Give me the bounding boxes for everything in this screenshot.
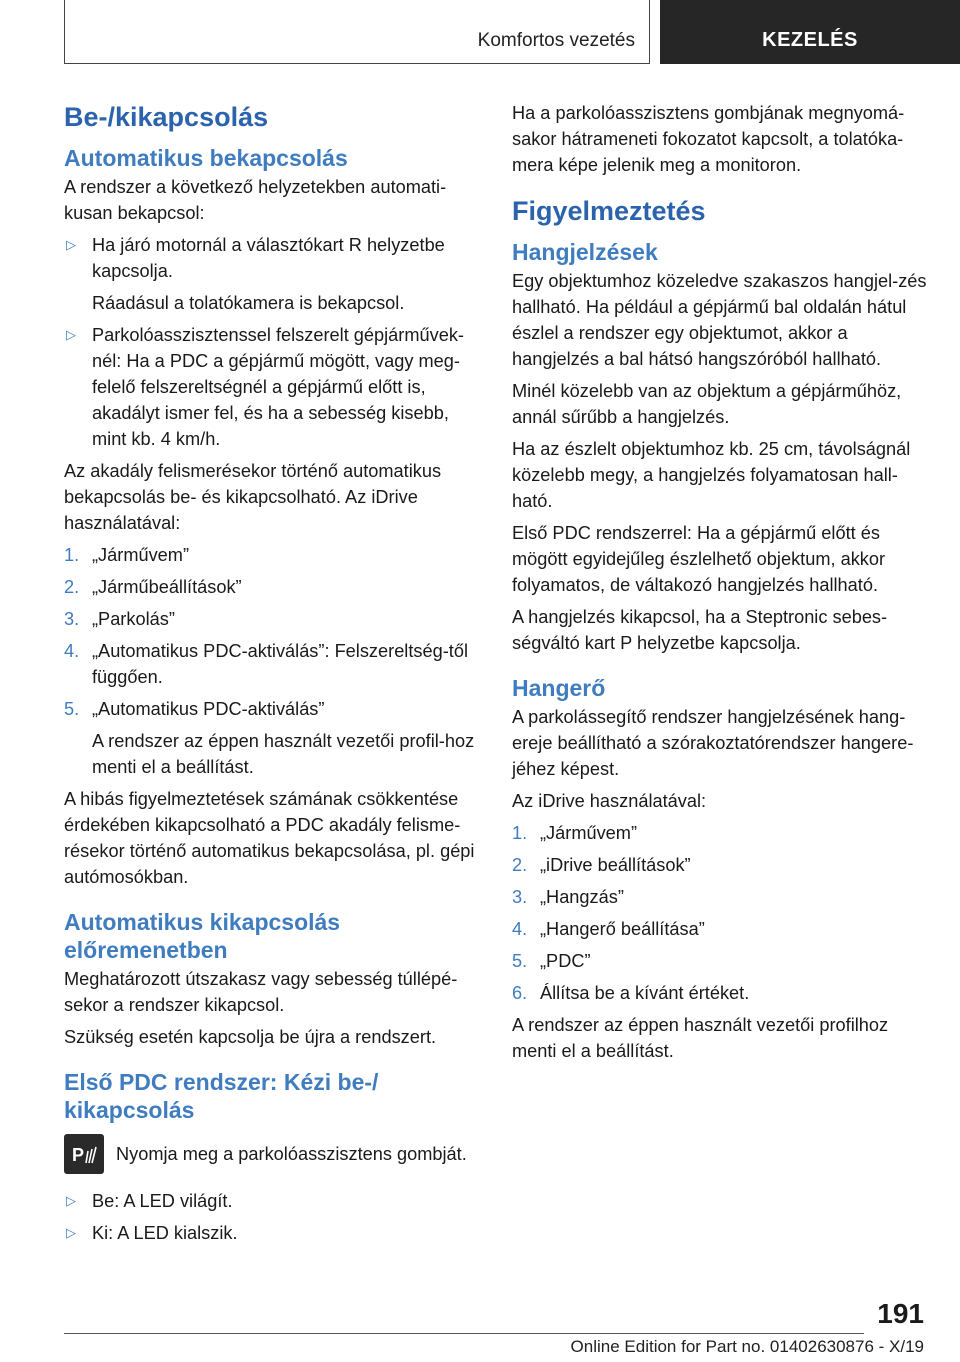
step-number: 4. [64,641,80,661]
list-item [512,820,932,846]
footer-divider [64,1333,864,1334]
bullet-item [64,1220,484,1246]
paragraph: Az iDrive használatával: [512,791,707,811]
bullet-item [64,232,484,284]
subheading-sound: Hangjelzések [512,239,658,265]
paragraph: Szükség esetén kapcsolja be újra a rendszert. [64,1027,437,1047]
left-column [64,96,484,1252]
triangle-right-icon: ▷ [66,1225,76,1240]
step-number: 1. [64,545,80,565]
subheading-auto-on: Automatikus bekapcsolás [64,145,348,171]
step-text: „Automatikus PDC-aktiválás” [92,699,325,719]
subheading-manual: Első PDC rendszer: Kézi be-/ kikapcsolás [64,1069,379,1123]
triangle-right-icon: ▷ [66,1193,76,1208]
list-item [512,884,932,910]
list-item [512,852,932,878]
step-number: 6. [512,983,528,1003]
step-text: „Parkolás” [92,609,175,629]
step-text: „iDrive beállítások” [540,855,691,875]
step-number: 5. [64,699,80,719]
button-instruction [64,1134,484,1174]
paragraph: Ha a parkolóasszisztens gombjának megnyomá-sakor hátrameneti fokozatot kapcsolt, a tolatóka-mera képe jelenik meg a monitoron. [512,103,905,175]
step-number: 4. [512,919,528,939]
step-text: Állítsa be a kívánt értéket. [540,983,750,1003]
step-text: „Automatikus PDC-aktiválás”: Felszereltség-től függően. [92,641,468,687]
bullet-text: Ha járó motornál a választókart R helyzetbe kapcsolja. [92,235,445,281]
paragraph: A hangjelzés kikapcsol, ha a Steptronic sebes-ségváltó kart P helyzetbe kapcsolja. [512,607,888,653]
step-text: „Járművem” [540,823,638,843]
list-item [64,696,484,722]
step-subtext: A rendszer az éppen használt vezetői profil-hoz menti el a beállítást. [92,731,475,777]
triangle-right-icon: ▷ [66,327,76,342]
list-item [512,980,932,1006]
paragraph: Egy objektumhoz közeledve szakaszos hangjel-zés hallható. Ha például a gépjármű bal oldalán hátul észlel a rendszer egy objektumot, akkor a hangjelzés a bal hátsó hangszóróból hallható. [512,271,927,369]
page-number: 191 [877,1298,924,1329]
step-text: „PDC” [540,951,591,971]
step-number: 1. [512,823,528,843]
right-column [512,100,932,1070]
section-heading-warning: Figyelmeztetés [512,196,706,226]
paragraph: A hibás figyelmeztetések számának csökkentése érdekében kikapcsolható a PDC akadály felisme-résekor történő automatikus bekapcsolása, pl. gépi autómosókban. [64,789,475,887]
triangle-right-icon: ▷ [66,237,76,252]
paragraph: Minél közelebb van az objektum a gépjárműhöz, annál sűrűbb a hangjelzés. [512,381,902,427]
step-number: 5. [512,951,528,971]
step-text: „Hangerő beállítása” [540,919,705,939]
bullet-item [64,1188,484,1214]
paragraph: A rendszer a következő helyzetekben automati-kusan bekapcsol: [64,177,447,223]
step-text: „Hangzás” [540,887,624,907]
list-item [512,948,932,974]
header-section-box [64,0,650,64]
button-instruction-text: Nyomja meg a parkolóasszisztens gombját. [116,1144,467,1164]
list-item [64,574,484,600]
parking-assistant-button-icon [64,1134,104,1174]
list-item [64,638,484,690]
subheading-auto-off: Automatikus kikapcsolás előremenetben [64,909,341,963]
list-item [512,916,932,942]
step-text: „Járműbeállítások” [92,577,242,597]
list-item [64,606,484,632]
bullet-text: Parkolóasszisztenssel felszerelt gépjárművek-nél: Ha a PDC a gépjármű mögött, vagy meg-felelő felszereltségnél a gépjármű előtt is, akadályt ismer fel, és ha a sebesség kisebb, mint kb. 4 km/h. [92,325,464,449]
bullet-subtext: Ráadásul a tolatókamera is bekapcsol. [92,293,405,313]
step-number: 3. [512,887,528,907]
bullet-item [64,322,484,452]
edition-note: Online Edition for Part no. 01402630876 - X/19 [570,1337,924,1356]
list-item [64,542,484,568]
step-text: „Járművem” [92,545,190,565]
svg-text:P: P [72,1145,85,1165]
paragraph: Meghatározott útszakasz vagy sebesség túllépé-sekor a rendszer kikapcsol. [64,969,458,1015]
subheading-volume: Hangerő [512,675,606,701]
header-chapter-box [660,0,960,64]
bullet-text: Be: A LED világít. [92,1191,233,1211]
header-chapter-title: KEZELÉS [762,29,858,51]
paragraph: Ha az észlelt objektumhoz kb. 25 cm, távolságnál közelebb megy, a hangjelzés folyamatosan hall-ható. [512,439,911,511]
step-number: 3. [64,609,80,629]
step-number: 2. [64,577,80,597]
paragraph: A parkolássegítő rendszer hangjelzésének hang-ereje beállítható a szórakoztatórendszer hangere-jéhez képest. [512,707,914,779]
paragraph: Az akadály felismerésekor történő automatikus bekapcsolás be- és kikapcsolható. Az iDrive használatával: [64,461,442,533]
header-section-title: Komfortos vezetés [477,30,635,51]
section-heading-on-off: Be-/kikapcsolás [64,102,269,132]
bullet-text: Ki: A LED kialszik. [92,1223,238,1243]
paragraph: A rendszer az éppen használt vezetői profilhoz menti el a beállítást. [512,1015,889,1061]
step-number: 2. [512,855,528,875]
paragraph: Első PDC rendszerrel: Ha a gépjármű előtt és mögött egyidejűleg észlelhető objektum, akkor folyamatos, de váltakozó hangjelzés hallható. [512,523,886,595]
